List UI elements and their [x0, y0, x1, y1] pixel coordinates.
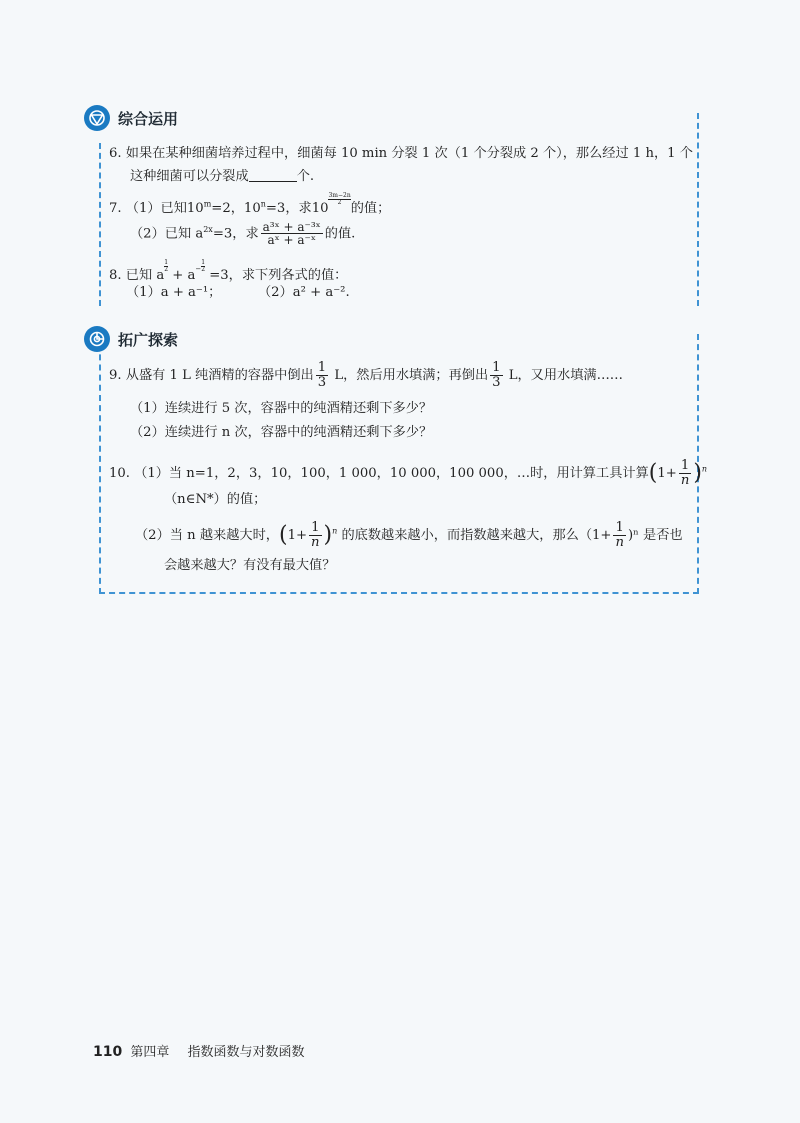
- explore-icon: [84, 326, 110, 352]
- exponent-neg-half: $\frac{1}{2}$: [201, 259, 206, 273]
- section-title: 综合运用: [118, 109, 179, 128]
- page-footer: [93, 1041, 305, 1060]
- exponent-half: $\frac{1}{2}$: [164, 259, 169, 273]
- section-heading-explore: [84, 326, 186, 352]
- problem-9-part-1: （1）连续进行 5 次，容器中的纯酒精还剩下多少？: [130, 401, 433, 416]
- fraction-one-over-n: $\frac{1}{n}$: [311, 520, 320, 550]
- problem-10-part-1-line-2: （n∈N*）的值；: [164, 492, 267, 507]
- section-title: 拓广探索: [118, 330, 179, 349]
- problem-6-line-2: 这种细菌可以分裂成 个.: [130, 169, 315, 184]
- problem-10-part-1-line-1: 10. （1）当 n=1，2，3，10，100，1 000，10 000，100 000，…时，用计算工具计算(1+ $\frac{1}{n}$ )$^n$: [109, 458, 708, 488]
- exponent-fraction: $\frac{3m-2n}{2}$: [328, 192, 351, 206]
- fraction-one-third: $\frac{1}{3}$: [317, 360, 327, 390]
- problem-8-part-2: （2）a² + a⁻².: [258, 285, 350, 300]
- problem-10-part-2-line-1: （2）当 n 越来越大时，(1+ $\frac{1}{n}$ )$^n$ 的底数越来越小，而指数越来越大，那么（1+ $\frac{1}{n}$ )ⁿ 是否也: [135, 520, 683, 550]
- problem-9-line-1: 9. 从盛有 1 L 纯酒精的容器中倒出 $\frac{1}{3}$ L，然后用水填满；再倒出 $\frac{1}{3}$ L，又用水填满……: [109, 360, 623, 390]
- answer-blank: [249, 167, 297, 182]
- problem-9-part-2: （2）连续进行 n 次，容器中的纯酒精还剩下多少？: [130, 425, 433, 440]
- problem-7-part-1: 7. （1）已知$10^m=2$，$10^n=3$，求10 $\frac{3m-2n}{2}$的值；: [109, 192, 391, 216]
- ratio-fraction: $\frac{\text{a³ˣ + a⁻³ˣ}}{\text{aˣ + a⁻ˣ}}$: [262, 219, 321, 248]
- page-number: 110: [93, 1044, 123, 1060]
- chapter-title: 指数函数与对数函数: [187, 1045, 305, 1060]
- problem-7-part-2: （2）已知 $a^{2x}=3$，求 $\frac{\text{a³ˣ + a⁻³ˣ}}{\text{aˣ + a⁻ˣ}}$ 的值.: [130, 219, 356, 248]
- fraction-one-over-n: $\frac{1}{n}$: [615, 520, 624, 550]
- problem-10-part-2-line-2: 会越来越大？有没有最大值？: [164, 558, 336, 573]
- fraction-one-over-n: $\frac{1}{n}$: [680, 458, 690, 488]
- problem-6-line-1: 6. 如果在某种细菌培养过程中，细菌每 10 min 分裂 1 次（1 个分裂成 2 个），那么经过 1 h，1 个: [109, 146, 693, 161]
- problem-8-part-1: （1）a + a⁻¹；: [126, 285, 222, 300]
- section-heading-comprehensive: [84, 105, 186, 131]
- fraction-one-third: $\frac{1}{3}$: [492, 360, 501, 390]
- problem-8-line-1: 8. 已知 a $\frac{1}{2} + a^-$ $\frac{1}{2} =3$，求下列各式的值：: [109, 259, 348, 283]
- chapter-label: 第四章: [130, 1045, 170, 1060]
- tri-circle-icon: [84, 105, 110, 131]
